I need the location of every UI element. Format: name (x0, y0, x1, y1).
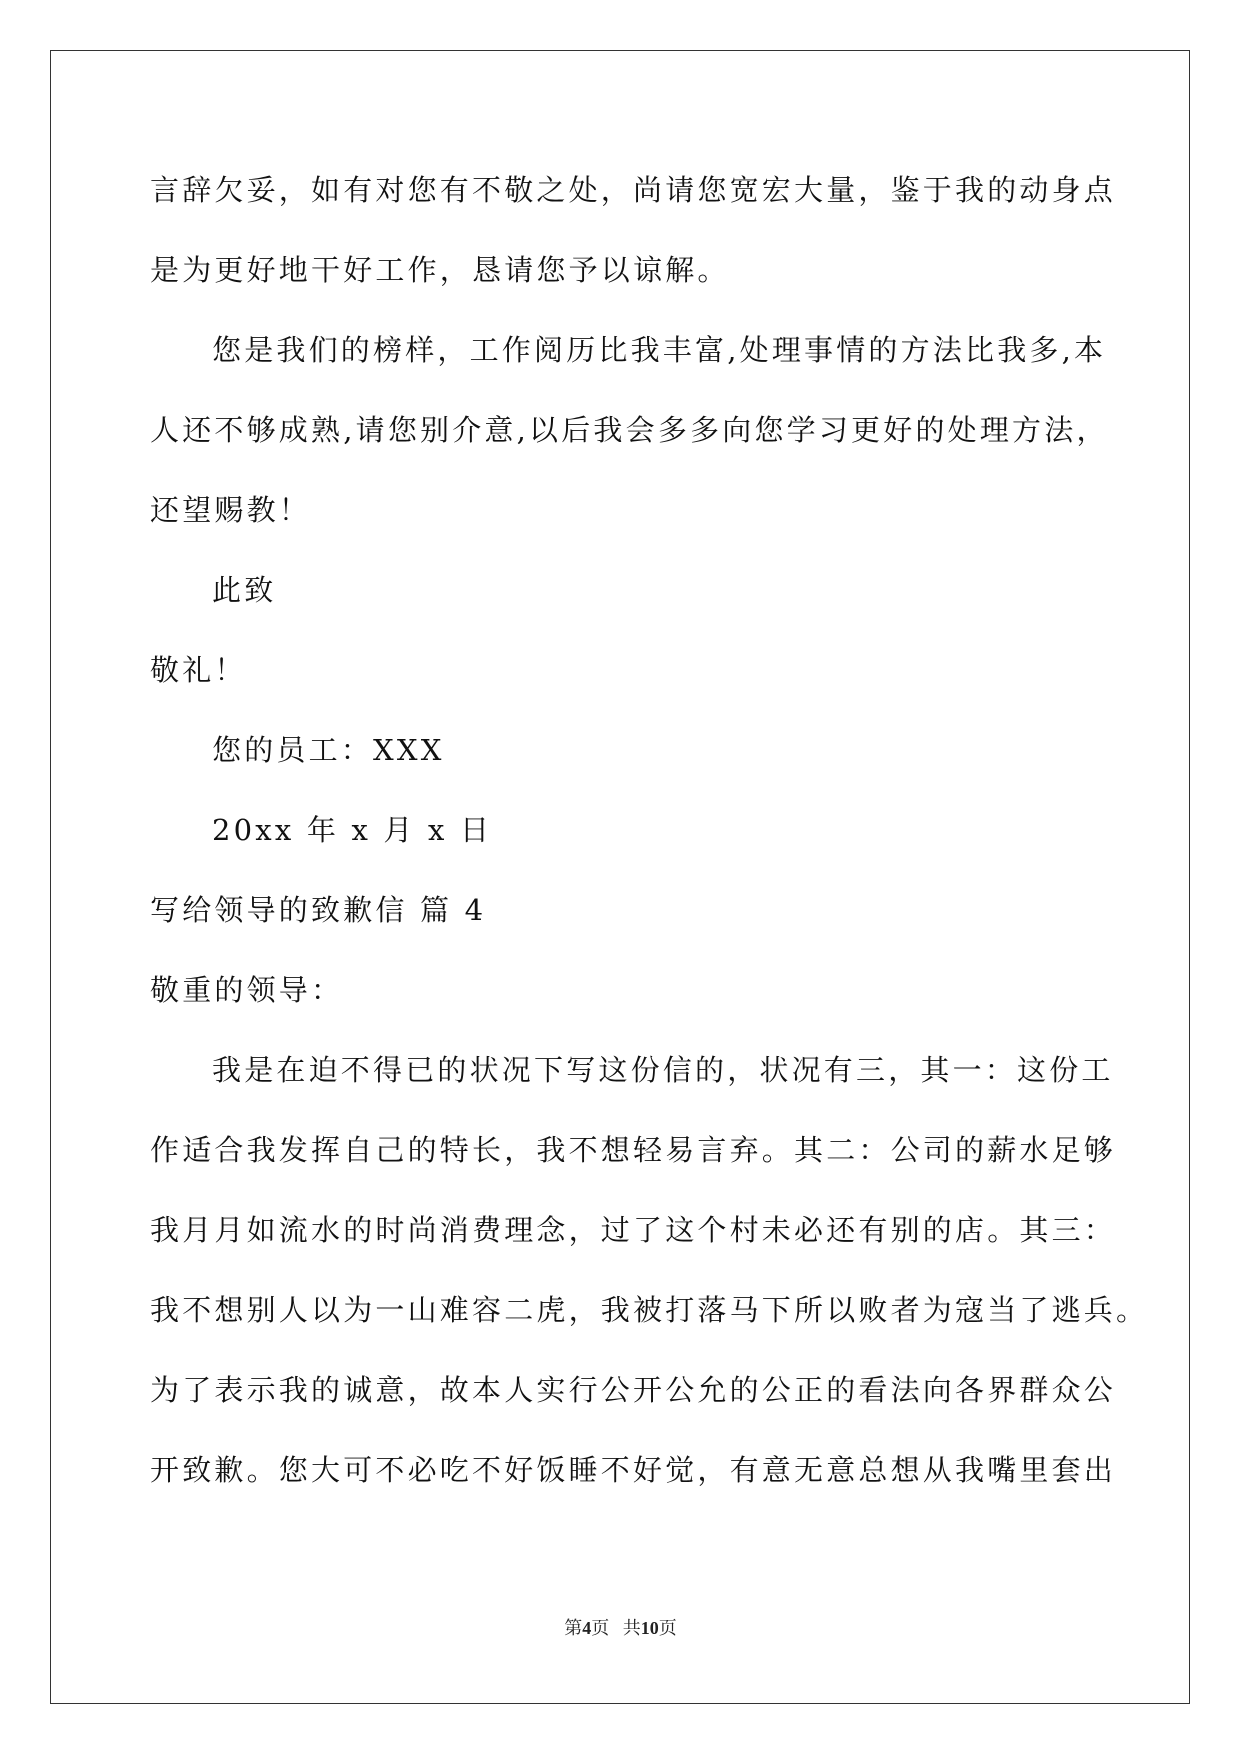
footer-page-number: 4 (582, 1618, 592, 1638)
body-line: 为了表示我的诚意，故本人实行公开公允的公正的看法向各界群众公 (150, 1373, 1117, 1407)
body-line: 人还不够成熟,请您别介意,以后我会多多向您学习更好的处理方法， (150, 413, 1109, 447)
date-line: 20xx 年 x 月 x 日 (212, 813, 493, 847)
body-line: 作适合我发挥自己的特长，我不想轻易言弃。其二：公司的薪水足够 (150, 1133, 1117, 1167)
page-footer (0, 1616, 1241, 1640)
body-line: 我月月如流水的时尚消费理念，过了这个村未必还有别的店。其三： (150, 1213, 1117, 1247)
greeting-line: 敬重的领导： (150, 973, 344, 1007)
salutation-line: 敬礼！ (150, 653, 247, 687)
footer-total-suffix: 页 (658, 1618, 677, 1638)
paragraph-line: 您是我们的榜样，工作阅历比我丰富,处理事情的方法比我多,本 (212, 333, 1107, 367)
body-line: 开致歉。您大可不必吃不好饭睡不好觉，有意无意总想从我嘴里套出 (150, 1453, 1117, 1487)
body-line: 是为更好地干好工作，恳请您予以谅解。 (150, 253, 730, 287)
footer-total-prefix: 共 (622, 1618, 641, 1638)
footer-page-suffix: 页 (591, 1618, 610, 1638)
body-line: 我不想别人以为一山难容二虎，我被打落马下所以败者为寇当了逃兵。 (150, 1293, 1149, 1327)
body-line: 还望赐教！ (150, 493, 312, 527)
section-title: 写给领导的致歉信 篇 4 (150, 893, 487, 927)
paragraph-line: 我是在迫不得已的状况下写这份信的，状况有三，其一：这份工 (212, 1053, 1114, 1087)
body-line: 言辞欠妥，如有对您有不敬之处，尚请您宽宏大量，鉴于我的动身点 (150, 173, 1117, 207)
closing-line: 此致 (212, 573, 277, 607)
footer-total-pages: 10 (640, 1618, 659, 1638)
signature-line: 您的员工：XXX (212, 733, 445, 767)
footer-prefix: 第 (564, 1618, 583, 1638)
